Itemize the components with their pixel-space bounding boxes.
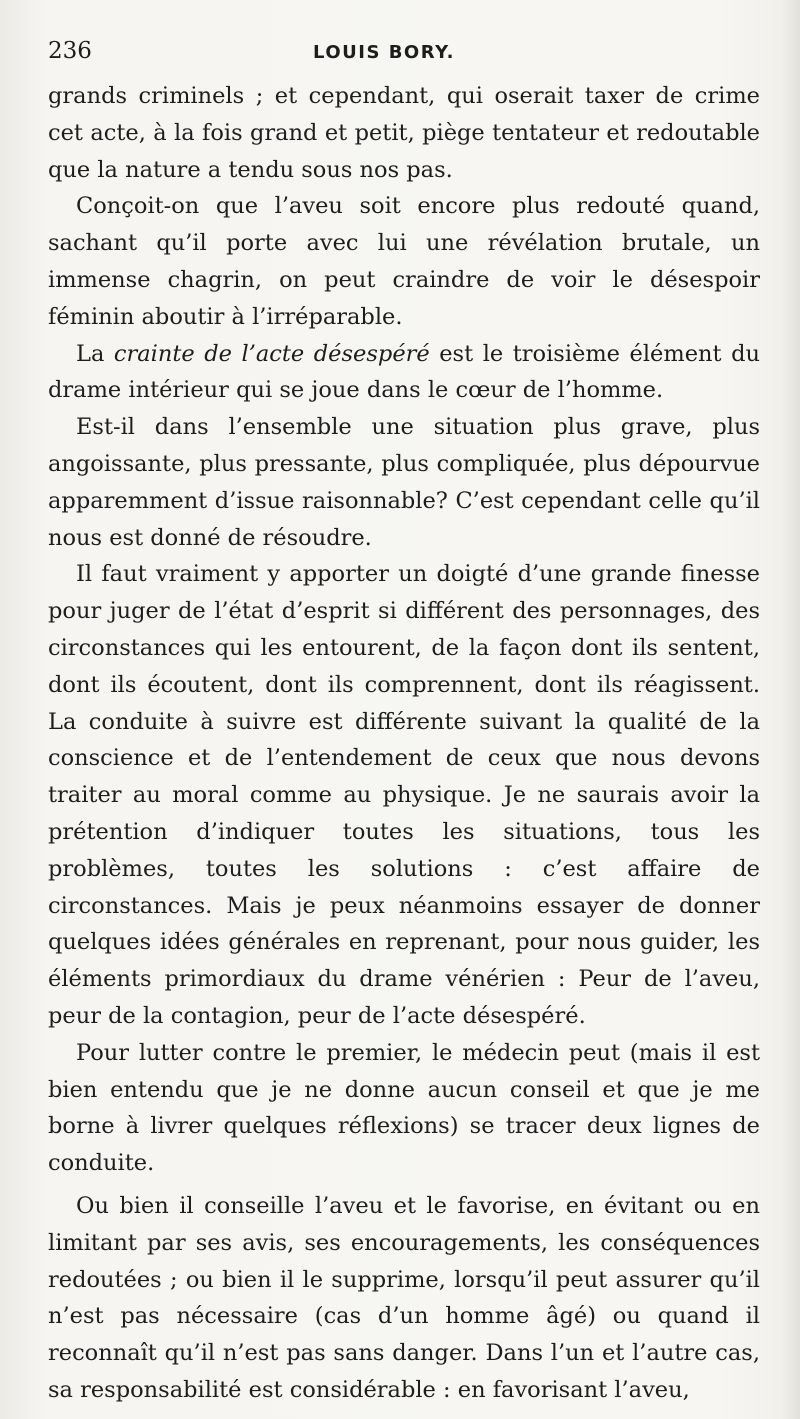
paragraph-3-rest: est le troisième élément du drame intérieur qui se joue dans le cœur de l’homme. [48, 340, 760, 404]
paragraph-1: grands criminels ; et cependant, qui oserait taxer de crime cet acte, à la fois grand et petit, piège tentateur et redoutable que la nature a tendu sous nos pas. [48, 83, 760, 183]
running-head [48, 38, 760, 72]
paragraph-6: Pour lutter contre le premier, le médecin peut (mais il est bien entendu que je ne donne aucun conseil et que je me borne à livrer quelques réflexions) se tracer deux lignes de conduite. [48, 1039, 760, 1177]
paragraph-3-italic: crainte de l’acte désespéré [113, 340, 430, 367]
paragraph-3 [48, 336, 760, 410]
paragraph-7: Ou bien il conseille l’aveu et le favorise, en évitant ou en limitant par ses avis, ses encouragements, les conséquences redoutées ; ou bien il le supprime, lorsqu’il peut assurer qu’il n’est pas nécessaire (cas d’un homme âgé) ou quand il reconnaît qu’il n’est pas sans danger. Dans l’un et l’autre cas, sa responsabilité est considérable : en favorisant l’aveu, [48, 1192, 760, 1403]
page-edge-shadow [782, 0, 800, 1419]
paragraph-3-lead: La [76, 340, 114, 367]
body-text [48, 78, 760, 1409]
running-title: LOUIS BORY. [313, 42, 455, 63]
paragraph-5: Il faut vraiment y apporter un doigté d’une grande finesse pour juger de l’état d’esprit si différent des personnages, des circonstances qui les entourent, de la façon dont ils sentent, dont ils écoutent, dont ils comprennent, dont ils réagissent. La conduite à suivre est différente suivant la qualité de la conscience et de l’entendement de ceux que nous devons traiter au moral comme au physique. Je ne saurais avoir la prétention d’indiquer toutes les situations, tous les problèmes, toutes les solutions : c’est affaire de circonstances. Mais je peux néanmoins essayer de donner quelques idées générales en reprenant, pour nous guider, les éléments primordiaux du drame vénérien : Peur de l’aveu, peur de la contagion, peur de l’acte désespéré. [48, 561, 760, 1029]
page-number: 236 [48, 38, 92, 64]
paragraph-2: Conçoit-on que l’aveu soit encore plus redouté quand, sachant qu’il porte avec lui une révélation brutale, un immense chagrin, on peut craindre de voir le désespoir féminin aboutir à l’irréparable. [48, 193, 760, 330]
paragraph-4: Est-il dans l’ensemble une situation plus grave, plus angoissante, plus pressante, plus compliquée, plus dépourvue apparemment d’issue raisonnable? C’est cependant celle qu’il nous est donné de résoudre. [48, 414, 760, 551]
